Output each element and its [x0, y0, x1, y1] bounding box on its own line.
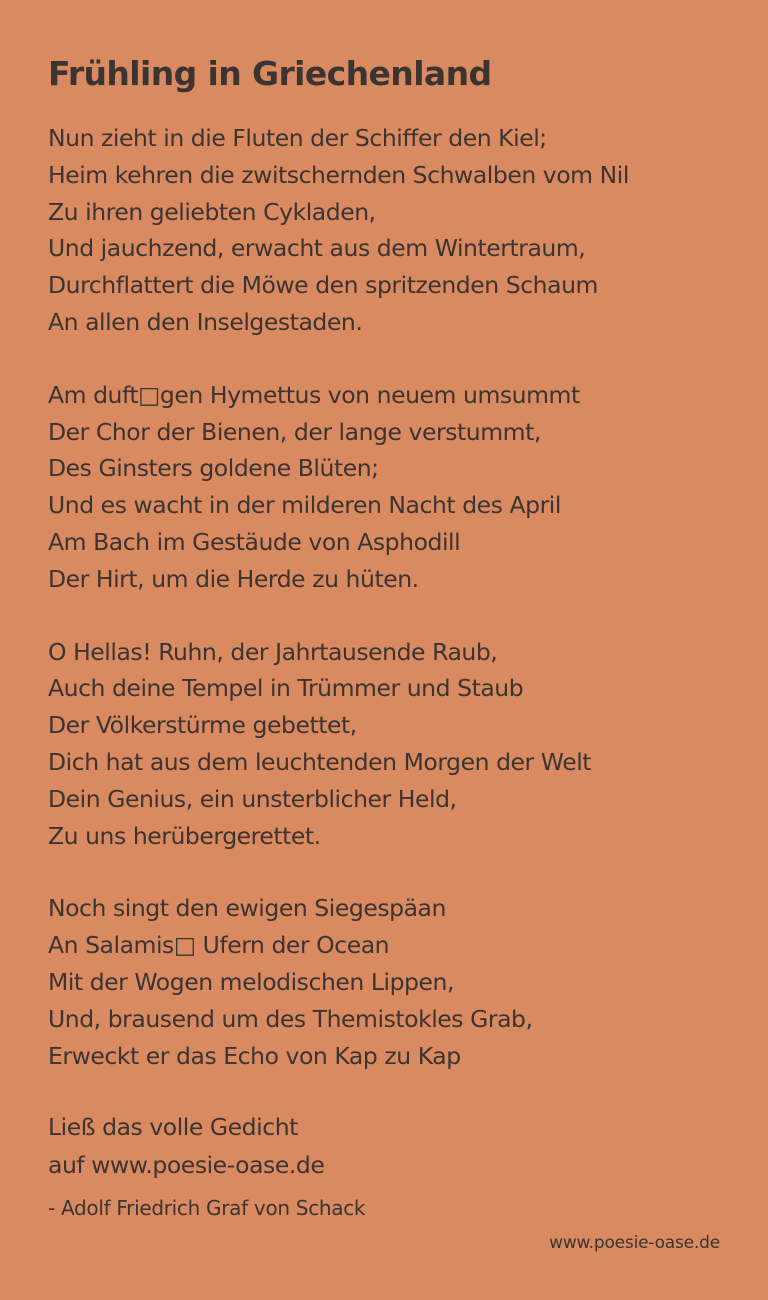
poem-line: Nun zieht in die Fluten der Schiffer den Kiel; — [48, 124, 547, 152]
stanza-4 — [48, 890, 728, 1074]
stanza-1 — [48, 120, 728, 341]
read-more-line: Ließ das volle Gedicht — [48, 1113, 298, 1142]
poem-line: Erweckt er das Echo von Kap zu Kap — [48, 1041, 461, 1070]
stanza-2 — [48, 377, 728, 598]
poem-line: An Salamis□ Ufern der Ocean — [48, 931, 390, 960]
poem-line: Durchflattert die Möwe den spritzenden Schaum — [48, 271, 598, 300]
poem-line: Der Chor der Bienen, der lange verstummt, — [48, 417, 541, 446]
read-more-url: auf www.poesie-oase.de — [48, 1150, 325, 1179]
poem-card — [48, 52, 728, 1223]
poem-line: Zu ihren geliebten Cykladen, — [48, 197, 376, 226]
poem-line: Am Bach im Gestäude von Asphodill — [48, 527, 461, 556]
poem-line: Des Ginsters goldene Blüten; — [48, 454, 379, 483]
poem-line: Der Hirt, um die Herde zu hüten. — [48, 564, 419, 593]
poem-line: Am duft□gen Hymettus von neuem umsummt — [48, 380, 580, 409]
poem-line: Mit der Wogen melodischen Lippen, — [48, 967, 454, 996]
poem-line: Und jauchzend, erwacht aus dem Wintertraum, — [48, 234, 586, 263]
poem-author: - Adolf Friedrich Graf von Schack — [48, 1196, 366, 1221]
poem-line: Auch deine Tempel in Trümmer und Staub — [48, 674, 524, 703]
poem-line: O Hellas! Ruhn, der Jahrtausende Raub, — [48, 637, 498, 666]
poem-line: Und, brausend um des Themistokles Grab, — [48, 1004, 533, 1033]
poem-line: An allen den Inselgestaden. — [48, 307, 363, 336]
poem-line: Der Völkerstürme gebettet, — [48, 711, 357, 740]
poem-line: Zu uns herübergerettet. — [48, 821, 321, 850]
read-more-block — [48, 1109, 728, 1184]
poem-line: Dich hat aus dem leuchtenden Morgen der Welt — [48, 747, 592, 776]
stanza-3 — [48, 634, 728, 855]
poem-line: Dein Genius, ein unsterblicher Held, — [48, 784, 457, 813]
footer-website: www.poesie-oase.de — [549, 1233, 720, 1253]
poem-line: Heim kehren die zwitschernden Schwalben vom Nil — [48, 160, 629, 189]
poem-line: Und es wacht in der milderen Nacht des April — [48, 491, 561, 520]
poem-line: Noch singt den ewigen Siegespäan — [48, 894, 446, 923]
poem-title: Frühling in Griechenland — [48, 54, 492, 93]
